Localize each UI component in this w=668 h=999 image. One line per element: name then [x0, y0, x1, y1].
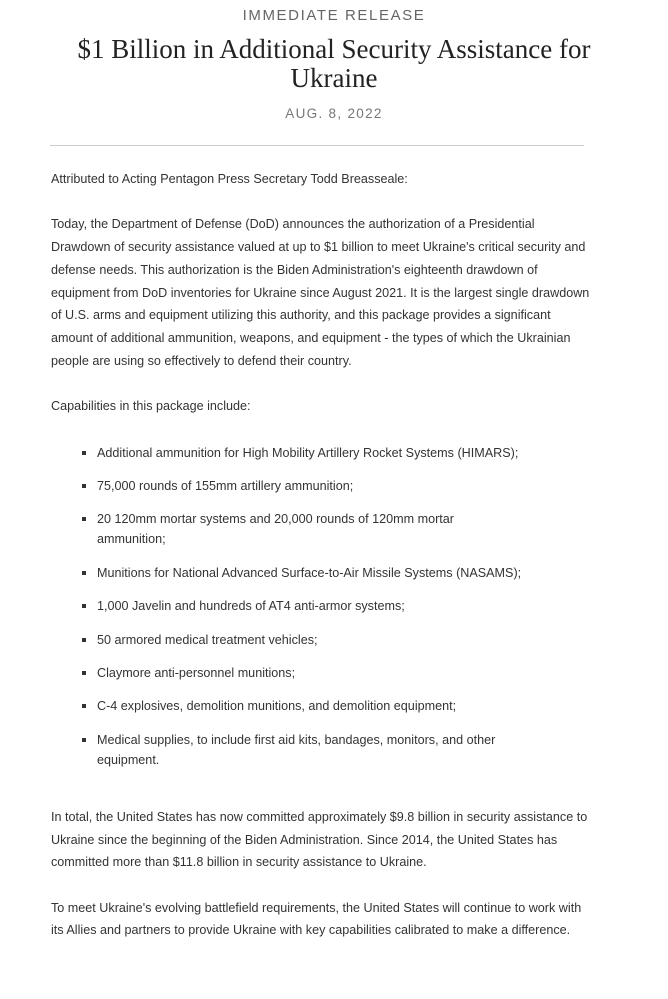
list-item-text: Additional ammunition for High Mobility Artillery Rocket Systems (HIMARS);	[97, 445, 519, 460]
list-item	[97, 563, 591, 583]
bullet-icon	[82, 604, 86, 608]
bullet-icon	[82, 738, 86, 742]
list-item-text: Claymore anti-personnel munitions;	[97, 666, 296, 681]
intro-paragraph: Today, the Department of Defense (DoD) announces the authorization of a Presidential Drawdown of security assistance valued at up to $1 billion to meet Ukraine's critical security and defense needs. This authorization is the Biden Administration's eighteenth drawdown of equipment from DoD inventories for Ukraine since August 2021. It is the largest single drawdown of U.S. arms and equipment utilizing this authority, and this package provides a significant amount of additional ammunition, weapons, and equipment - the types of which the Ukrainian people are using so effectively to defend their country.	[51, 217, 590, 368]
closing-paragraph: To meet Ukraine's evolving battlefield requirements, the United States will continue to work with its Allies and partners to provide Ukraine with key capabilities calibrated to make a difference.	[51, 900, 582, 938]
list-item-text: 20 120mm mortar systems and 20,000 rounds of 120mm mortar ammunition;	[97, 512, 454, 547]
list-item-text: Munitions for National Advanced Surface-to-Air Missile Systems (NASAMS);	[97, 565, 522, 580]
bullet-icon	[82, 451, 86, 455]
bullet-icon	[82, 704, 86, 708]
bullet-icon	[82, 517, 86, 521]
list-item	[97, 476, 591, 496]
attribution-paragraph: Attributed to Acting Pentagon Press Secretary Todd Breasseale:	[51, 172, 408, 186]
bullet-icon	[82, 671, 86, 675]
header-divider	[50, 145, 584, 146]
list-item	[97, 630, 591, 650]
list-item	[97, 596, 591, 616]
total-commitment-paragraph: In total, the United States has now committed approximately $9.8 billion in security assistance to Ukraine since the beginning of the Biden Administration. Since 2014, the United States has committed more than $11.8 billion in security assistance to Ukraine.	[51, 809, 588, 870]
bullet-icon	[82, 571, 86, 575]
list-item	[97, 730, 527, 770]
bullet-icon	[82, 484, 86, 488]
capabilities-list	[51, 443, 591, 770]
list-item	[97, 663, 591, 683]
list-item-text: 75,000 rounds of 155mm artillery ammunition;	[97, 479, 354, 494]
list-item	[97, 696, 591, 716]
list-item-text: C-4 explosives, demolition munitions, and demolition equipment;	[97, 699, 457, 714]
list-item-text: 50 armored medical treatment vehicles;	[97, 632, 318, 647]
list-item-text: Medical supplies, to include first aid kits, bandages, monitors, and other equipment.	[97, 732, 496, 767]
release-type-label: IMMEDIATE RELEASE	[242, 7, 426, 24]
capabilities-intro: Capabilities in this package include:	[51, 399, 251, 413]
list-item-text: 1,000 Javelin and hundreds of AT4 anti-armor systems;	[97, 599, 405, 614]
page-title: $1 Billion in Additional Security Assistance for Ukraine	[77, 34, 591, 93]
article-body	[51, 168, 591, 965]
list-item	[97, 509, 497, 549]
release-date: AUG. 8, 2022	[285, 106, 383, 121]
list-item	[97, 443, 591, 463]
bullet-icon	[82, 638, 86, 642]
